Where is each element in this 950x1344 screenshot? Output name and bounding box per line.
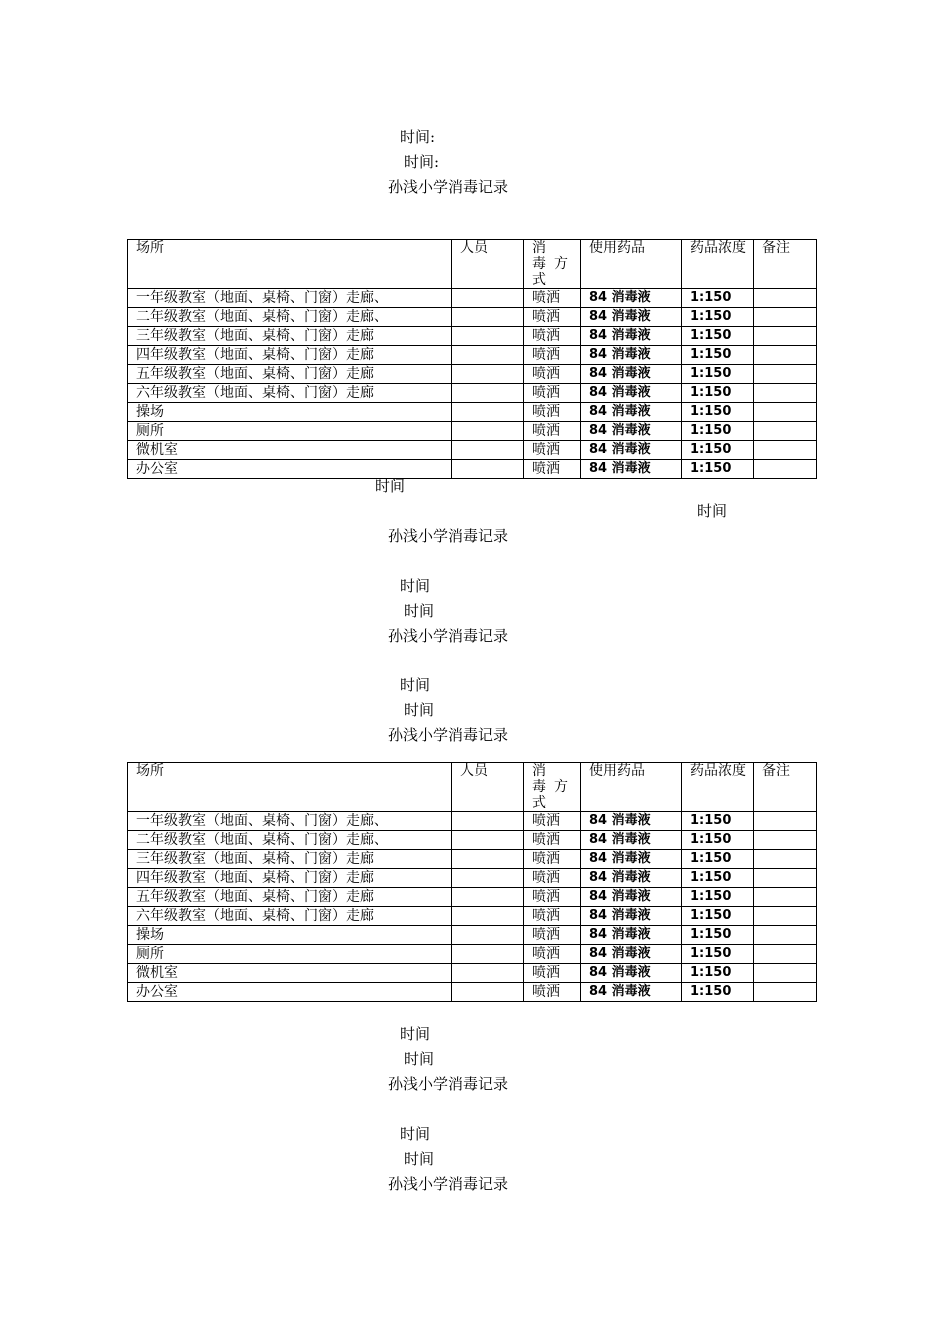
cell-person [452, 403, 524, 422]
cell-method: 喷洒 [524, 907, 581, 926]
cell-drug: 84 消毒液 [581, 422, 682, 441]
cell-drug: 84 消毒液 [581, 850, 682, 869]
time-label: 时间 [400, 676, 431, 694]
cell-note [754, 907, 817, 926]
cell-place: 二年级教室（地面、桌椅、门窗）走廊、 [128, 831, 452, 850]
table-row [128, 384, 817, 403]
cell-person [452, 831, 524, 850]
cell-ratio: 1:150 [682, 983, 754, 1002]
cell-drug: 84 消毒液 [581, 888, 682, 907]
cell-method: 喷洒 [524, 403, 581, 422]
cell-note [754, 831, 817, 850]
cell-drug: 84 消毒液 [581, 907, 682, 926]
cell-method: 喷洒 [524, 888, 581, 907]
cell-method: 喷洒 [524, 289, 581, 308]
cell-drug: 84 消毒液 [581, 831, 682, 850]
cell-note [754, 926, 817, 945]
cell-person [452, 460, 524, 479]
cell-note [754, 289, 817, 308]
cell-person [452, 907, 524, 926]
cell-place: 二年级教室（地面、桌椅、门窗）走廊、 [128, 308, 452, 327]
cell-place: 五年级教室（地面、桌椅、门窗）走廊 [128, 888, 452, 907]
cell-method: 喷洒 [524, 831, 581, 850]
column-header: 消 毒方式 [524, 240, 581, 289]
cell-ratio: 1:150 [682, 327, 754, 346]
table-row [128, 308, 817, 327]
record-title: 孙浅小学消毒记录 [388, 726, 509, 744]
column-header: 药品浓度 [682, 763, 754, 812]
cell-person [452, 327, 524, 346]
cell-place: 一年级教室（地面、桌椅、门窗）走廊、 [128, 812, 452, 831]
record-title: 孙浅小学消毒记录 [388, 627, 509, 645]
cell-place: 一年级教室（地面、桌椅、门窗）走廊、 [128, 289, 452, 308]
cell-ratio: 1:150 [682, 308, 754, 327]
cell-place: 五年级教室（地面、桌椅、门窗）走廊 [128, 365, 452, 384]
cell-ratio: 1:150 [682, 964, 754, 983]
column-header: 使用药品 [581, 240, 682, 289]
cell-method: 喷洒 [524, 422, 581, 441]
cell-ratio: 1:150 [682, 460, 754, 479]
cell-note [754, 964, 817, 983]
cell-drug: 84 消毒液 [581, 365, 682, 384]
record-title: 孙浅小学消毒记录 [388, 527, 509, 545]
cell-place: 三年级教室（地面、桌椅、门窗）走廊 [128, 327, 452, 346]
cell-place: 办公室 [128, 460, 452, 479]
cell-method: 喷洒 [524, 945, 581, 964]
cell-person [452, 422, 524, 441]
cell-drug: 84 消毒液 [581, 983, 682, 1002]
cell-person [452, 869, 524, 888]
cell-ratio: 1:150 [682, 384, 754, 403]
cell-drug: 84 消毒液 [581, 441, 682, 460]
cell-person [452, 945, 524, 964]
cell-place: 微机室 [128, 964, 452, 983]
column-header: 人员 [452, 240, 524, 289]
table-row [128, 983, 817, 1002]
cell-person [452, 812, 524, 831]
time-label: 时间: [404, 153, 440, 171]
cell-drug: 84 消毒液 [581, 308, 682, 327]
cell-note [754, 384, 817, 403]
cell-place: 四年级教室（地面、桌椅、门窗）走廊 [128, 869, 452, 888]
column-header: 药品浓度 [682, 240, 754, 289]
time-label: 时间 [404, 1150, 435, 1168]
cell-method: 喷洒 [524, 327, 581, 346]
column-header: 场所 [128, 240, 452, 289]
column-header: 场所 [128, 763, 452, 812]
cell-note [754, 460, 817, 479]
cell-ratio: 1:150 [682, 289, 754, 308]
time-label: 时间: [400, 128, 436, 146]
column-header: 使用药品 [581, 763, 682, 812]
cell-method: 喷洒 [524, 926, 581, 945]
cell-place: 厕所 [128, 945, 452, 964]
cell-person [452, 888, 524, 907]
cell-note [754, 850, 817, 869]
time-label: 时间 [375, 477, 406, 495]
cell-note [754, 983, 817, 1002]
cell-drug: 84 消毒液 [581, 812, 682, 831]
cell-ratio: 1:150 [682, 869, 754, 888]
cell-drug: 84 消毒液 [581, 327, 682, 346]
table-row [128, 964, 817, 983]
cell-ratio: 1:150 [682, 945, 754, 964]
cell-drug: 84 消毒液 [581, 346, 682, 365]
cell-method: 喷洒 [524, 983, 581, 1002]
cell-drug: 84 消毒液 [581, 384, 682, 403]
cell-method: 喷洒 [524, 869, 581, 888]
cell-ratio: 1:150 [682, 831, 754, 850]
record-title: 孙浅小学消毒记录 [388, 1175, 509, 1193]
cell-ratio: 1:150 [682, 346, 754, 365]
cell-ratio: 1:150 [682, 907, 754, 926]
table-row [128, 869, 817, 888]
cell-ratio: 1:150 [682, 422, 754, 441]
table-row [128, 460, 817, 479]
table-row [128, 346, 817, 365]
table-row [128, 945, 817, 964]
cell-place: 三年级教室（地面、桌椅、门窗）走廊 [128, 850, 452, 869]
time-label: 时间 [400, 1125, 431, 1143]
table-row [128, 907, 817, 926]
cell-person [452, 441, 524, 460]
cell-ratio: 1:150 [682, 926, 754, 945]
table-row [128, 289, 817, 308]
cell-person [452, 850, 524, 869]
cell-person [452, 384, 524, 403]
table-row [128, 441, 817, 460]
time-label: 时间 [400, 577, 431, 595]
cell-ratio: 1:150 [682, 441, 754, 460]
cell-note [754, 308, 817, 327]
cell-ratio: 1:150 [682, 403, 754, 422]
table-row [128, 926, 817, 945]
column-header: 消 毒方式 [524, 763, 581, 812]
cell-note [754, 869, 817, 888]
cell-note [754, 812, 817, 831]
cell-note [754, 441, 817, 460]
cell-note [754, 888, 817, 907]
table-row [128, 812, 817, 831]
cell-method: 喷洒 [524, 850, 581, 869]
time-label: 时间 [404, 602, 435, 620]
column-header: 人员 [452, 763, 524, 812]
table-row [128, 831, 817, 850]
table-row [128, 403, 817, 422]
cell-person [452, 964, 524, 983]
time-label: 时间 [404, 701, 435, 719]
table-row [128, 850, 817, 869]
cell-note [754, 346, 817, 365]
cell-place: 操场 [128, 926, 452, 945]
disinfection-table [127, 239, 817, 479]
cell-ratio: 1:150 [682, 850, 754, 869]
time-label: 时间 [400, 1025, 431, 1043]
table-row [128, 422, 817, 441]
cell-drug: 84 消毒液 [581, 460, 682, 479]
cell-ratio: 1:150 [682, 812, 754, 831]
cell-note [754, 403, 817, 422]
cell-drug: 84 消毒液 [581, 926, 682, 945]
cell-method: 喷洒 [524, 460, 581, 479]
time-label: 时间 [697, 502, 728, 520]
cell-method: 喷洒 [524, 308, 581, 327]
table-body-1 [128, 240, 817, 479]
disinfection-table [127, 762, 817, 1002]
cell-note [754, 945, 817, 964]
cell-drug: 84 消毒液 [581, 945, 682, 964]
cell-person [452, 983, 524, 1002]
cell-person [452, 926, 524, 945]
cell-method: 喷洒 [524, 384, 581, 403]
cell-method: 喷洒 [524, 346, 581, 365]
cell-place: 六年级教室（地面、桌椅、门窗）走廊 [128, 907, 452, 926]
cell-person [452, 346, 524, 365]
column-header: 备注 [754, 240, 817, 289]
cell-drug: 84 消毒液 [581, 964, 682, 983]
record-title: 孙浅小学消毒记录 [388, 1075, 509, 1093]
table-body-2 [128, 763, 817, 1002]
table-row [128, 365, 817, 384]
cell-place: 六年级教室（地面、桌椅、门窗）走廊 [128, 384, 452, 403]
cell-note [754, 327, 817, 346]
cell-place: 办公室 [128, 983, 452, 1002]
cell-drug: 84 消毒液 [581, 289, 682, 308]
cell-person [452, 289, 524, 308]
cell-drug: 84 消毒液 [581, 403, 682, 422]
cell-ratio: 1:150 [682, 888, 754, 907]
record-title: 孙浅小学消毒记录 [388, 178, 509, 196]
table-header-row [128, 763, 817, 812]
cell-place: 四年级教室（地面、桌椅、门窗）走廊 [128, 346, 452, 365]
cell-ratio: 1:150 [682, 365, 754, 384]
table-row [128, 888, 817, 907]
cell-place: 操场 [128, 403, 452, 422]
cell-method: 喷洒 [524, 365, 581, 384]
cell-person [452, 308, 524, 327]
cell-method: 喷洒 [524, 964, 581, 983]
cell-person [452, 365, 524, 384]
table-row [128, 327, 817, 346]
cell-drug: 84 消毒液 [581, 869, 682, 888]
cell-place: 厕所 [128, 422, 452, 441]
column-header: 备注 [754, 763, 817, 812]
cell-note [754, 422, 817, 441]
cell-method: 喷洒 [524, 441, 581, 460]
cell-note [754, 365, 817, 384]
table-header-row [128, 240, 817, 289]
cell-method: 喷洒 [524, 812, 581, 831]
cell-place: 微机室 [128, 441, 452, 460]
time-label: 时间 [404, 1050, 435, 1068]
